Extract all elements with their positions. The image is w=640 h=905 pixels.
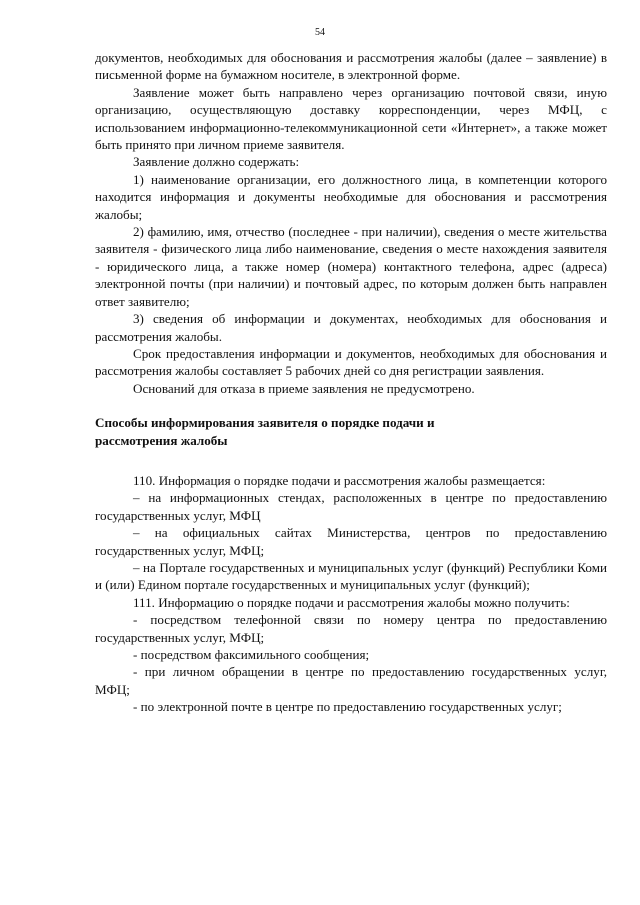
section-heading-line-2: рассмотрения жалобы: [95, 432, 228, 448]
list-item: - по электронной почте в центре по предоставлению государственных услуг;: [133, 699, 562, 715]
section-heading-line-1: Способы информирования заявителя о порядке подачи и: [95, 415, 435, 431]
paragraph: документов, необходимых для обоснования и рассмотрения жалобы (далее – заявление) в письменной форме на бумажном носителе, в электронной форме.: [95, 50, 607, 83]
paragraph: 111. Информацию о порядке подачи и рассмотрения жалобы можно получить:: [133, 594, 570, 610]
list-item: - посредством факсимильного сообщения;: [133, 647, 370, 662]
list-item: – на официальных сайтах Министерства, центров по предоставлению государственных услуг, МФЦ;: [95, 525, 607, 558]
list-item: – на информационных стендах, расположенных в центре по предоставлению государственных услуг, МФЦ: [95, 490, 607, 523]
document-body: [95, 49, 607, 716]
list-item: 3) сведения об информации и документах, необходимых для обоснования и рассмотрения жалобы.: [95, 311, 607, 344]
list-item: - посредством телефонной связи по номеру центра по предоставлению государственных услуг, МФЦ;: [95, 612, 607, 645]
list-item: 1) наименование организации, его должностного лица, в компетенции которого находится информация и документы необходимые для обоснования и рассмотрения жалобы;: [95, 171, 607, 222]
paragraph: Заявление может быть направлено через организацию почтовой связи, иную организацию, осуществляющую доставку корреспонденции, через МФЦ, с использованием информационно-телекоммуникационной сети «Интернет», а также может быть принято при личном приеме заявителя.: [95, 84, 607, 153]
list-item: – на Портале государственных и муниципальных услуг (функций) Республики Коми и (или) Едином портале государственных и муниципальных услуг (функций);: [95, 559, 607, 593]
paragraph: Оснований для отказа в приеме заявления не предусмотрено.: [133, 380, 475, 396]
page-number: 54: [315, 27, 325, 38]
list-item: 2) фамилию, имя, отчество (последнее - при наличии), сведения о месте жительства заявителя - физического лица либо наименование, сведения о месте нахождения заявителя - юридического лица, а также номер (номера) контактного телефона, адрес (адреса) электронной почты (при наличии) и почтовый адрес, по которым должен быть направлен ответ заявителю;: [95, 224, 607, 309]
paragraph: Заявление должно содержать:: [133, 154, 300, 170]
paragraph: 110. Информация о порядке подачи и рассмотрения жалобы размещается:: [133, 472, 546, 488]
paragraph: Срок предоставления информации и документов, необходимых для обоснования и рассмотрения жалобы составляет 5 рабочих дней со дня регистрации заявления.: [95, 345, 607, 379]
list-item: - при личном обращении в центре по предоставлению государственных услуг, МФЦ;: [95, 664, 607, 697]
